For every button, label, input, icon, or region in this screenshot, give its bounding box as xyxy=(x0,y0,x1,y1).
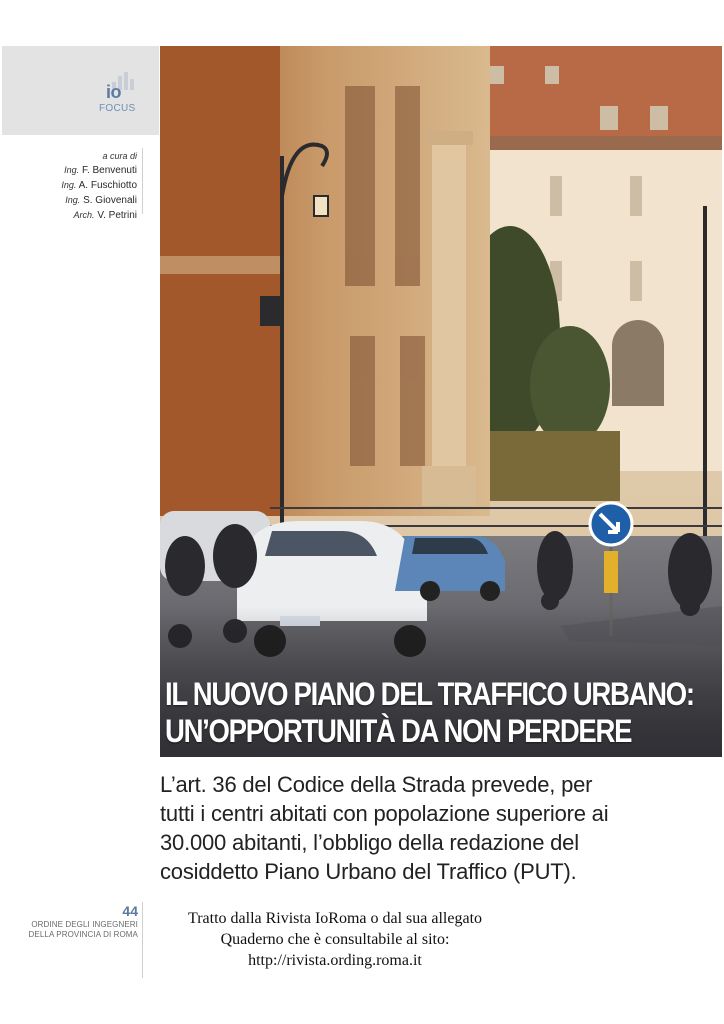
section-label: FOCUS xyxy=(99,103,136,114)
divider xyxy=(142,148,143,214)
divider xyxy=(142,902,143,978)
source-note: Tratto dalla Rivista IoRoma o dal sua allegato Quaderno che è consultabile al sito: http://rivista.ording.roma.it xyxy=(165,908,505,971)
article-headline: IL NUOVO PIANO DEL TRAFFICO URBANO: UN’OPPORTUNITÀ DA NON PERDERE xyxy=(165,676,694,749)
cover-photo xyxy=(160,46,722,757)
lead-paragraph xyxy=(160,770,720,886)
editor-item: Ing. A. Fuschiotto xyxy=(61,180,137,191)
publisher-name: ORDINE DEGLI INGEGNERI DELLA PROVINCIA DI ROMA xyxy=(28,920,138,939)
page-number: 44 xyxy=(122,903,138,919)
lead-line: 30.000 abitanti, l’obbligo della redazione del xyxy=(160,830,579,855)
source-url: http://rivista.ording.roma.it xyxy=(248,952,422,969)
editor-item: Arch. V. Petrini xyxy=(73,210,137,221)
editor-item: Ing. S. Giovenali xyxy=(65,195,137,206)
editors-intro: a cura di xyxy=(102,151,137,161)
lead-line: cosiddetto Piano Urbano del Traffico (PUT). xyxy=(160,859,577,884)
editors-block xyxy=(61,149,137,223)
section-header-box xyxy=(2,46,159,135)
lead-line: L’art. 36 del Codice della Strada prevede, per xyxy=(160,772,593,797)
editor-item: Ing. F. Benvenuti xyxy=(64,165,137,176)
io-logo xyxy=(99,72,142,116)
logo-text: io xyxy=(106,82,121,102)
lead-line: tutti i centri abitati con popolazione superiore ai xyxy=(160,801,609,826)
